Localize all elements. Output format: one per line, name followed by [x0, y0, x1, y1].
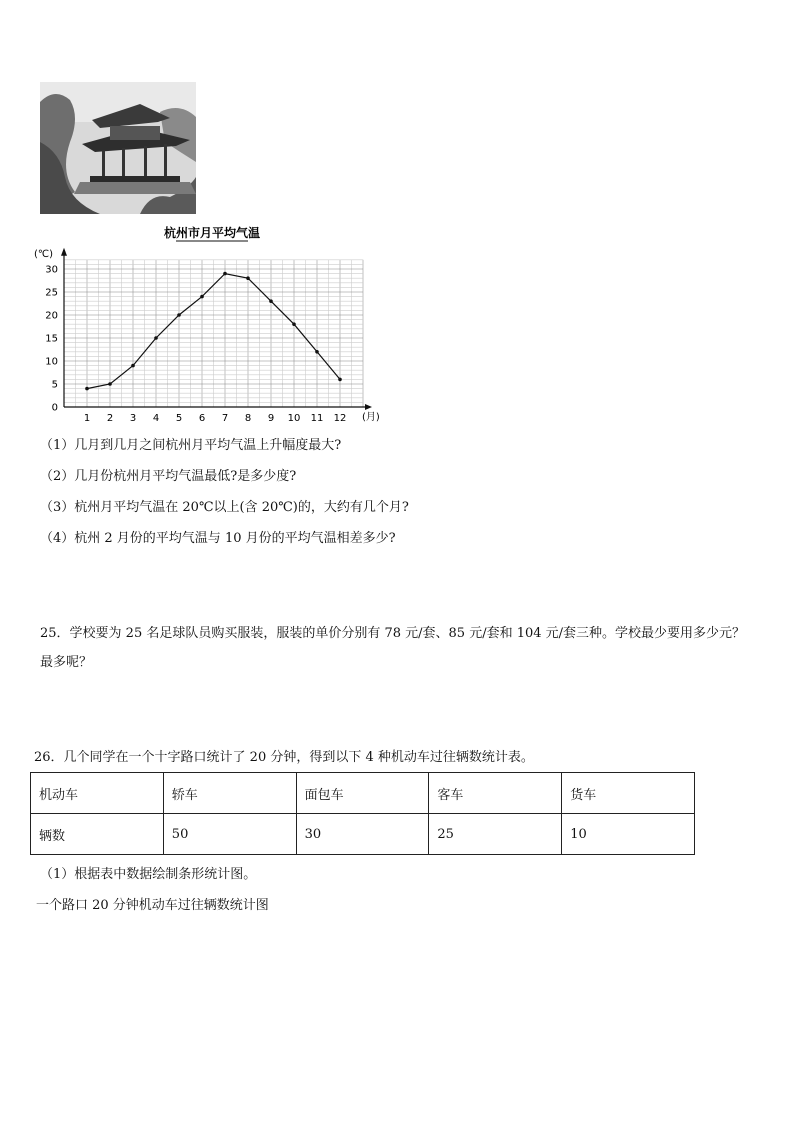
question-26-intro: 26．几个同学在一个十字路口统计了 20 分钟，得到以下 4 种机动车过往辆数统计表。 — [34, 750, 534, 765]
x-axis-arrow — [365, 404, 372, 410]
data-point — [269, 299, 273, 303]
x-tick-label: 6 — [198, 413, 206, 424]
y-tick-label: 25 — [45, 287, 58, 299]
question-25-line2: 最多呢？ — [40, 655, 93, 670]
y-tick-label: 10 — [45, 356, 58, 368]
y-tick-label: 5 — [51, 379, 58, 391]
table-cell: 25 — [429, 814, 562, 855]
data-point — [131, 364, 135, 368]
data-point — [177, 313, 181, 317]
y-tick-label: 15 — [45, 333, 58, 345]
table-cell: 辆数 — [31, 814, 164, 855]
vehicle-count-table — [30, 772, 695, 855]
pavilion-image — [40, 82, 196, 214]
data-point — [154, 336, 158, 340]
question-24-2: （2）几月份杭州月平均气温最低?是多少度? — [40, 469, 297, 484]
data-point — [292, 322, 296, 326]
table-cell: 机动车 — [31, 773, 164, 814]
data-point — [315, 350, 319, 354]
question-24-4: （4）杭州 2 月份的平均气温与 10 月份的平均气温相差多少? — [40, 531, 396, 546]
x-tick-label: 11 — [310, 413, 324, 424]
temperature-chart — [30, 222, 390, 432]
table-cell: 10 — [562, 814, 695, 855]
table-cell: 30 — [296, 814, 429, 855]
x-tick-label: 2 — [106, 413, 114, 424]
x-tick-label: 4 — [152, 413, 160, 424]
bar-chart-title: 一个路口 20 分钟机动车过往辆数统计图 — [36, 898, 269, 913]
data-point — [338, 378, 342, 382]
pavilion-photo — [40, 82, 196, 214]
table-cell: 客车 — [429, 773, 562, 814]
table-row — [31, 814, 695, 855]
y-tick-label: 30 — [45, 264, 58, 276]
data-point — [246, 276, 250, 280]
table-row — [31, 773, 695, 814]
question-24-1: （1）几月到几月之间杭州月平均气温上升幅度最大? — [40, 438, 342, 453]
y-axis-label: (℃) — [34, 249, 54, 260]
x-tick-label: 10 — [287, 413, 301, 424]
question-25-line1: 25．学校要为 25 名足球队员购买服装，服装的单价分别有 78 元/套、85 元/套和 104 元/套三种。学校最少要用多少元？ — [40, 626, 746, 641]
table-cell: 50 — [163, 814, 296, 855]
data-point — [223, 272, 227, 276]
y-axis-arrow — [61, 248, 67, 256]
table-cell: 货车 — [562, 773, 695, 814]
x-tick-label: 3 — [129, 413, 137, 424]
x-tick-label: 12 — [333, 413, 347, 424]
x-tick-label: 7 — [221, 413, 229, 424]
y-tick-label: 20 — [45, 310, 58, 322]
x-axis-label: (月) — [362, 412, 380, 423]
chart-ticks — [45, 265, 346, 425]
chart-title: 杭州市月平均气温 — [163, 226, 261, 240]
x-tick-label: 1 — [83, 413, 91, 424]
data-point — [108, 382, 112, 386]
data-point — [85, 387, 89, 391]
y-tick-label: 0 — [51, 402, 58, 414]
temperature-line-chart — [30, 222, 390, 428]
question-24-3: （3）杭州月平均气温在 20℃以上(含 20℃)的，大约有几个月? — [40, 500, 409, 515]
x-tick-label: 5 — [175, 413, 183, 424]
x-tick-label: 8 — [244, 413, 252, 424]
table-cell: 面包车 — [296, 773, 429, 814]
x-tick-label: 9 — [267, 413, 275, 424]
data-point — [200, 295, 204, 299]
question-26-1: （1）根据表中数据绘制条形统计图。 — [40, 867, 257, 882]
table-cell: 轿车 — [163, 773, 296, 814]
